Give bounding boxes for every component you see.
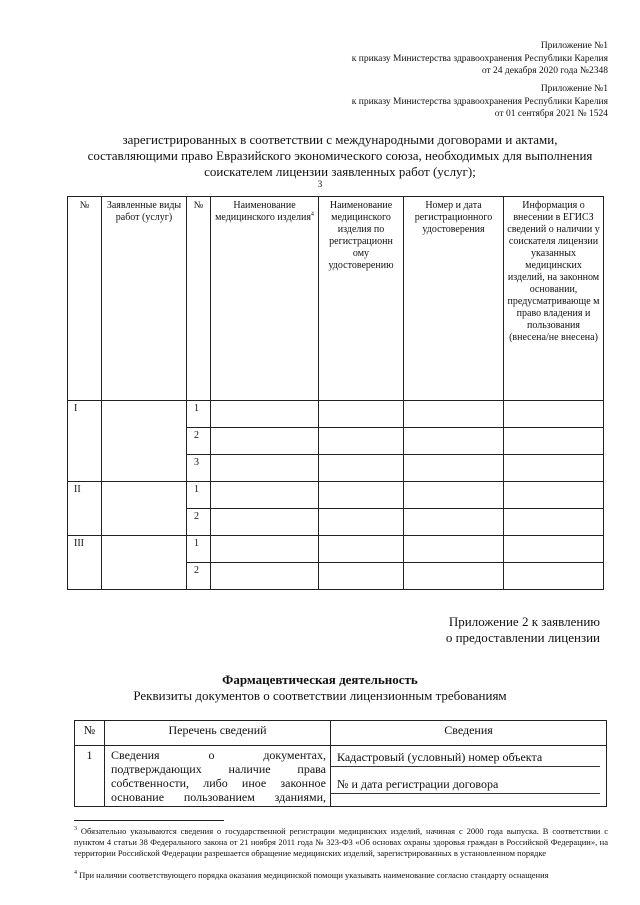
table-cell[interactable] [404, 509, 504, 536]
footnote-text: При наличии соответствующего порядка оказания медицинской помощи указывать наименование согласно стандарту оснащения [79, 870, 549, 880]
table-cell[interactable] [404, 455, 504, 482]
row-number: 3 [187, 455, 211, 482]
col-header-no: № [68, 197, 102, 401]
intro-line: зарегистрированных в соответствии с международными договорами и актами, [122, 132, 558, 147]
col-header-info: Сведения [331, 721, 607, 746]
row-number: 1 [187, 401, 211, 428]
contract-registration-field[interactable]: № и дата регистрации договора [331, 773, 600, 794]
group-label: III [68, 536, 102, 590]
col-header-device-name [211, 197, 319, 401]
table-cell[interactable] [319, 563, 404, 590]
table-cell[interactable] [504, 482, 604, 509]
table-cell[interactable] [404, 536, 504, 563]
table-row [75, 746, 607, 807]
table-cell[interactable] [404, 428, 504, 455]
section-title: Фармацевтическая деятельность [222, 672, 418, 687]
works-cell[interactable] [102, 482, 187, 536]
footnote-3 [74, 826, 608, 859]
table-row [68, 536, 604, 563]
row-number: 2 [187, 428, 211, 455]
footnote-text: Обязательно указываются сведения о государственной регистрации медицинских изделий, начиная с 2000 года выпуска. В соответствии с пунктом 4 статьи 38 Федерального закона от 21 ноября 2011 года № 323-ФЗ «Об основах охраны здоровья граждан в Российской Федерации», на территории Российской Федерации разрешается обращение медицинских изделий, зарегистрированных в установленном порядке [74, 826, 608, 858]
table-cell[interactable] [504, 509, 604, 536]
col-header-egisz: Информация о внесении в ЕГИСЗ сведений о наличии у соискателя лицензии указанных медицинских изделий, на законном основании, предусматривающе м право владения и пользования (внесена/не внесена) [504, 197, 604, 401]
table-cell[interactable] [504, 536, 604, 563]
table-cell[interactable] [504, 401, 604, 428]
table-cell[interactable] [404, 401, 504, 428]
table-cell[interactable] [504, 428, 604, 455]
list-line: основание пользованием зданиями, [111, 790, 326, 804]
intro-line: составляющими право Евразийского экономического союза, необходимых для выполнения [87, 148, 593, 163]
table-row [68, 482, 604, 509]
header-line: к приказу Министерства здравоохранения Республики Карелия [351, 96, 608, 107]
order-header-2021 [352, 83, 608, 121]
footnote-mark: 4 [74, 870, 77, 877]
col-header-no: № [75, 721, 105, 746]
page-number: 3 [317, 179, 323, 189]
table-cell[interactable] [319, 536, 404, 563]
table-cell[interactable] [319, 455, 404, 482]
intro-text [60, 132, 620, 180]
table-cell[interactable] [211, 482, 319, 509]
list-line: Сведения о документах, [111, 748, 326, 762]
table-cell[interactable] [211, 428, 319, 455]
row-number: 2 [187, 563, 211, 590]
header-line: Приложение №1 [540, 41, 608, 51]
group-label: II [68, 482, 102, 536]
table-cell[interactable] [404, 482, 504, 509]
requisites-table [74, 720, 607, 807]
footnote-4 [74, 870, 608, 881]
table-header-row [68, 197, 604, 401]
table-cell[interactable] [319, 509, 404, 536]
table-cell[interactable] [504, 455, 604, 482]
device-name-text: Наименование медицинского изделия [215, 200, 311, 223]
row-number: 1 [187, 536, 211, 563]
appendix-line: о предоставлении лицензии [445, 630, 600, 645]
appendix-2-heading [446, 614, 600, 646]
list-cell [105, 746, 331, 807]
table-cell[interactable] [211, 401, 319, 428]
table-cell[interactable] [211, 455, 319, 482]
works-cell[interactable] [102, 401, 187, 482]
header-line: к приказу Министерства здравоохранения Республики Карелия [351, 53, 608, 64]
col-header-works: Заявленные виды работ (услуг) [102, 197, 187, 401]
table-cell[interactable] [319, 401, 404, 428]
footnote-ref-4: 4 [310, 211, 314, 218]
row-number: 2 [187, 509, 211, 536]
header-line: Приложение №1 [540, 84, 608, 94]
table-cell[interactable] [211, 536, 319, 563]
group-label: I [68, 401, 102, 482]
col-header-no2: № [187, 197, 211, 401]
appendix-line: Приложение 2 к заявлению [448, 614, 600, 629]
medical-devices-table [67, 196, 604, 590]
table-cell[interactable] [504, 563, 604, 590]
cadastral-number-field[interactable]: Кадастровый (условный) номер объекта [331, 746, 600, 767]
table-cell[interactable] [404, 563, 504, 590]
list-line: собственности, либо иное законное [111, 776, 326, 790]
header-line: от 01 сентября 2021 № 1524 [494, 109, 608, 119]
row-number: 1 [75, 746, 105, 807]
table-cell[interactable] [211, 509, 319, 536]
col-header-reg-number: Номер и дата регистрационного удостоверения [404, 197, 504, 401]
table-cell[interactable] [319, 428, 404, 455]
works-cell[interactable] [102, 536, 187, 590]
table-header-row [75, 721, 607, 746]
header-line: от 24 декабря 2020 года №2348 [481, 66, 608, 76]
table-cell[interactable] [211, 563, 319, 590]
footnote-divider [74, 820, 224, 821]
row-number: 1 [187, 482, 211, 509]
footnote-mark: 3 [74, 826, 77, 833]
col-header-list: Перечень сведений [105, 721, 331, 746]
table-row [68, 401, 604, 428]
list-line: подтверждающих наличие права [111, 762, 326, 776]
intro-line: соискателем лицензии заявленных работ (услуг); [204, 164, 476, 179]
table-cell[interactable] [319, 482, 404, 509]
order-header-2020 [352, 40, 608, 78]
col-header-reg-name: Наименование медицинского изделия по регистрационн ому удостоверению [319, 197, 404, 401]
section-subtitle: Реквизиты документов о соответствии лицензионным требованиям [133, 688, 507, 703]
info-cell[interactable] [331, 746, 607, 807]
